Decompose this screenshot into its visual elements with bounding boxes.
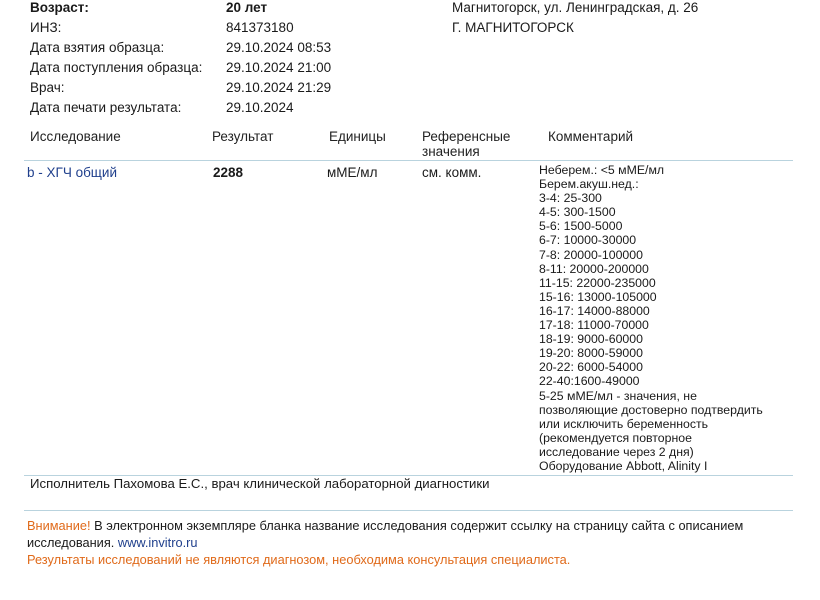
comment-line: 6-7: 10000-30000 (539, 233, 637, 248)
result-units: мМЕ/мл (327, 165, 378, 180)
comment-line: 19-20: 8000-59000 (539, 346, 643, 361)
sample-received-label: Дата поступления образца: (30, 60, 203, 75)
comment-line: исследование через 2 дня) (539, 444, 694, 459)
footer-divider (24, 510, 793, 511)
attention-label: Внимание! (27, 518, 91, 533)
disclaimer: Результаты исследований не являются диагнозом, необходима консультация специалиста. (27, 552, 571, 567)
age-label: Возраст: (30, 0, 89, 15)
comment-line: Неберем.: <5 мМЕ/мл (539, 163, 665, 177)
comment-line: 18-19: 9000-60000 (539, 332, 643, 347)
comment-line: или исключить беременность (539, 416, 709, 431)
notice-text-2: исследования. (27, 535, 118, 550)
comment-line: 17-18: 11000-70000 (539, 318, 649, 333)
comment-line: 4-5: 300-1500 (539, 205, 616, 220)
comment-line: Берем.акуш.нед.: (539, 177, 639, 192)
address-line2: Г. МАГНИТОГОРСК (452, 20, 574, 35)
header-comment: Комментарий (548, 129, 634, 144)
header-units: Единицы (329, 129, 386, 144)
comment-line: 7-8: 20000-100000 (539, 247, 643, 262)
comment-line: 5-6: 1500-5000 (539, 219, 623, 234)
print-date-value: 29.10.2024 (226, 100, 294, 115)
header-result: Результат (212, 129, 274, 144)
invitro-link[interactable]: www.invitro.ru (117, 535, 198, 550)
comment-line: 3-4: 25-300 (539, 191, 602, 206)
header-reference-line1: Референсные (422, 129, 511, 144)
result-value: 2288 (213, 165, 244, 180)
inz-value: 841373180 (226, 20, 294, 35)
header-divider (24, 160, 793, 161)
notice-line1 (27, 518, 743, 533)
header-reference (422, 129, 510, 159)
result-comment (539, 163, 799, 473)
inz-label: ИНЗ: (30, 20, 62, 35)
sample-taken-value: 29.10.2024 08:53 (226, 40, 332, 55)
sample-received-value: 29.10.2024 21:00 (226, 60, 332, 75)
comment-line: 8-11: 20000-200000 (539, 261, 649, 276)
header-study: Исследование (30, 129, 121, 144)
comment-line: 22-40:1600-49000 (539, 374, 640, 389)
address-line1: Магнитогорск, ул. Ленинградская, д. 26 (452, 0, 699, 15)
result-reference: см. комм. (422, 165, 482, 180)
notice-line2 (27, 535, 198, 550)
test-name-link[interactable]: b - ХГЧ общий (27, 165, 117, 180)
comment-line: (рекомендуется повторное (539, 430, 692, 445)
comment-line: 5-25 мМЕ/мл - значения, не (539, 388, 697, 403)
comment-line: 16-17: 14000-88000 (539, 303, 650, 318)
comment-line: 20-22: 6000-54000 (539, 360, 643, 375)
comment-line: Оборудование Abbott, Alinity I (539, 458, 708, 473)
doctor-value: 29.10.2024 21:29 (226, 80, 332, 95)
notice-text: В электронном экземпляре бланка название исследования содержит ссылку на страницу сайта с описанием (90, 518, 744, 533)
comment-line: 15-16: 13000-105000 (539, 289, 657, 304)
age-value: 20 лет (226, 0, 268, 15)
header-reference-line2: значения (422, 144, 480, 159)
sample-taken-label: Дата взятия образца: (30, 40, 165, 55)
comment-line: позволяющие достоверно подтвердить (539, 402, 763, 417)
print-date-label: Дата печати результата: (30, 100, 182, 115)
comment-line: 11-15: 22000-235000 (539, 275, 656, 290)
doctor-label: Врач: (30, 80, 65, 95)
executor: Исполнитель Пахомова Е.С., врач клинической лабораторной диагностики (30, 476, 490, 491)
